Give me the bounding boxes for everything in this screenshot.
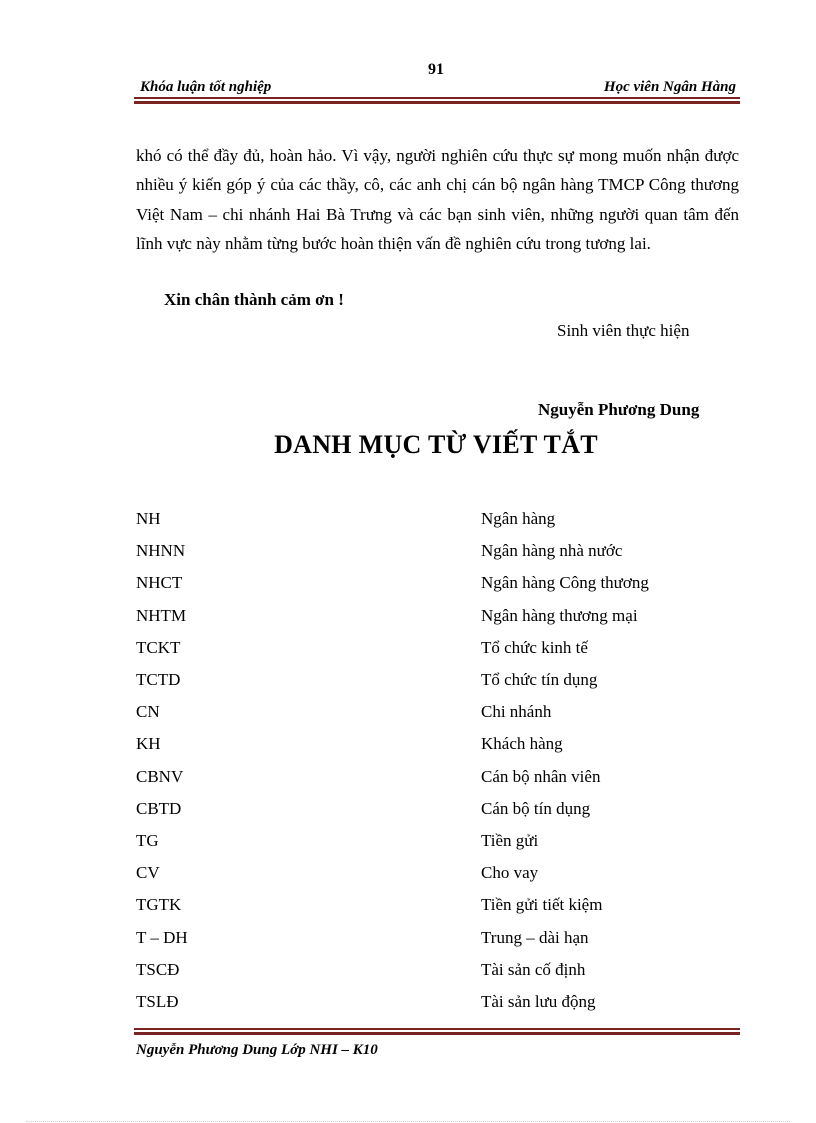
body-paragraph: khó có thể đầy đủ, hoàn hảo. Vì vậy, người nghiên cứu thực sự mong muốn nhận được nhiều ý kiến góp ý của các thầy, cô, các anh chị cán bộ ngân hàng TMCP Công thương Việt Nam – chi nhánh Hai Bà Trưng và các bạn sinh viên, những người quan tâm đến lĩnh vực này nhằm từng bước hoàn thiện vấn đề nghiên cứu trong tương lai. xyxy=(136,146,739,253)
header-right-text: Học viên Ngân Hàng xyxy=(603,79,736,95)
abbreviation-meaning: Ngân hàng xyxy=(481,509,556,529)
page-number: 91 xyxy=(428,61,444,78)
abbreviation-meaning: Tiền gửi xyxy=(481,830,539,850)
abbreviation-row xyxy=(136,825,736,857)
header-rule xyxy=(134,97,740,104)
abbreviation-row xyxy=(136,857,736,889)
abbreviation-meaning: Tài sản cố định xyxy=(481,959,586,979)
abbreviation-row xyxy=(136,503,736,535)
abbreviation-code: TG xyxy=(136,830,159,850)
abbreviation-meaning: Tiền gửi tiết kiệm xyxy=(481,895,603,915)
abbreviation-code: T – DH xyxy=(136,927,188,947)
abbreviation-meaning: Chi nhánh xyxy=(481,702,552,722)
abbreviation-meaning: Tổ chức tín dụng xyxy=(481,670,598,690)
abbreviation-meaning: Khách hàng xyxy=(481,734,563,754)
footer-text: Nguyễn Phương Dung Lớp NHI – K10 xyxy=(136,1042,378,1058)
abbreviation-row xyxy=(136,664,736,696)
abbreviation-meaning: Ngân hàng thương mại xyxy=(481,605,638,625)
abbreviation-row xyxy=(136,535,736,567)
abbreviation-code: CBTD xyxy=(136,798,182,818)
abbreviation-row xyxy=(136,761,736,793)
thanks-line: Xin chân thành cảm ơn ! xyxy=(164,290,344,309)
abbreviation-code: TCTD xyxy=(136,670,181,690)
abbreviation-row xyxy=(136,889,736,921)
signer-name: Nguyễn Phương Dung xyxy=(538,400,700,419)
abbreviation-meaning: Ngân hàng Công thương xyxy=(481,573,649,593)
page-bottom-dotted-line xyxy=(26,1121,790,1122)
abbreviation-meaning: Cho vay xyxy=(481,863,539,883)
abbreviation-row xyxy=(136,567,736,599)
abbreviation-code: TGTK xyxy=(136,895,182,915)
abbreviation-row xyxy=(136,793,736,825)
abbreviation-meaning: Ngân hàng nhà nước xyxy=(481,541,623,561)
abbreviation-title: DANH MỤC TỪ VIẾT TẮT xyxy=(274,430,598,459)
abbreviation-row xyxy=(136,600,736,632)
abbreviation-row xyxy=(136,954,736,986)
abbreviation-code: CBNV xyxy=(136,766,184,786)
abbreviation-row xyxy=(136,986,736,1018)
signer-role: Sinh viên thực hiện xyxy=(557,321,690,340)
abbreviation-code: TCKT xyxy=(136,637,181,657)
abbreviation-list xyxy=(136,503,736,1018)
header-left-text: Khóa luận tốt nghiệp xyxy=(140,79,272,95)
abbreviation-meaning: Tài sản lưu động xyxy=(481,991,596,1011)
abbreviation-meaning: Cán bộ nhân viên xyxy=(481,766,601,786)
abbreviation-meaning: Trung – dài hạn xyxy=(481,927,589,947)
abbreviation-code: KH xyxy=(136,734,161,754)
abbreviation-code: NH xyxy=(136,509,161,529)
abbreviation-code: TSLĐ xyxy=(136,991,179,1011)
footer-rule xyxy=(134,1028,740,1035)
abbreviation-code: CN xyxy=(136,702,160,722)
abbreviation-code: NHTM xyxy=(136,605,187,625)
abbreviation-code: NHCT xyxy=(136,573,183,593)
abbreviation-meaning: Tổ chức kinh tế xyxy=(481,637,588,657)
abbreviation-code: NHNN xyxy=(136,541,186,561)
abbreviation-row xyxy=(136,632,736,664)
abbreviation-row xyxy=(136,696,736,728)
abbreviation-row xyxy=(136,921,736,953)
abbreviation-code: TSCĐ xyxy=(136,959,180,979)
abbreviation-row xyxy=(136,728,736,760)
abbreviation-code: CV xyxy=(136,863,160,883)
abbreviation-meaning: Cán bộ tín dụng xyxy=(481,798,591,818)
